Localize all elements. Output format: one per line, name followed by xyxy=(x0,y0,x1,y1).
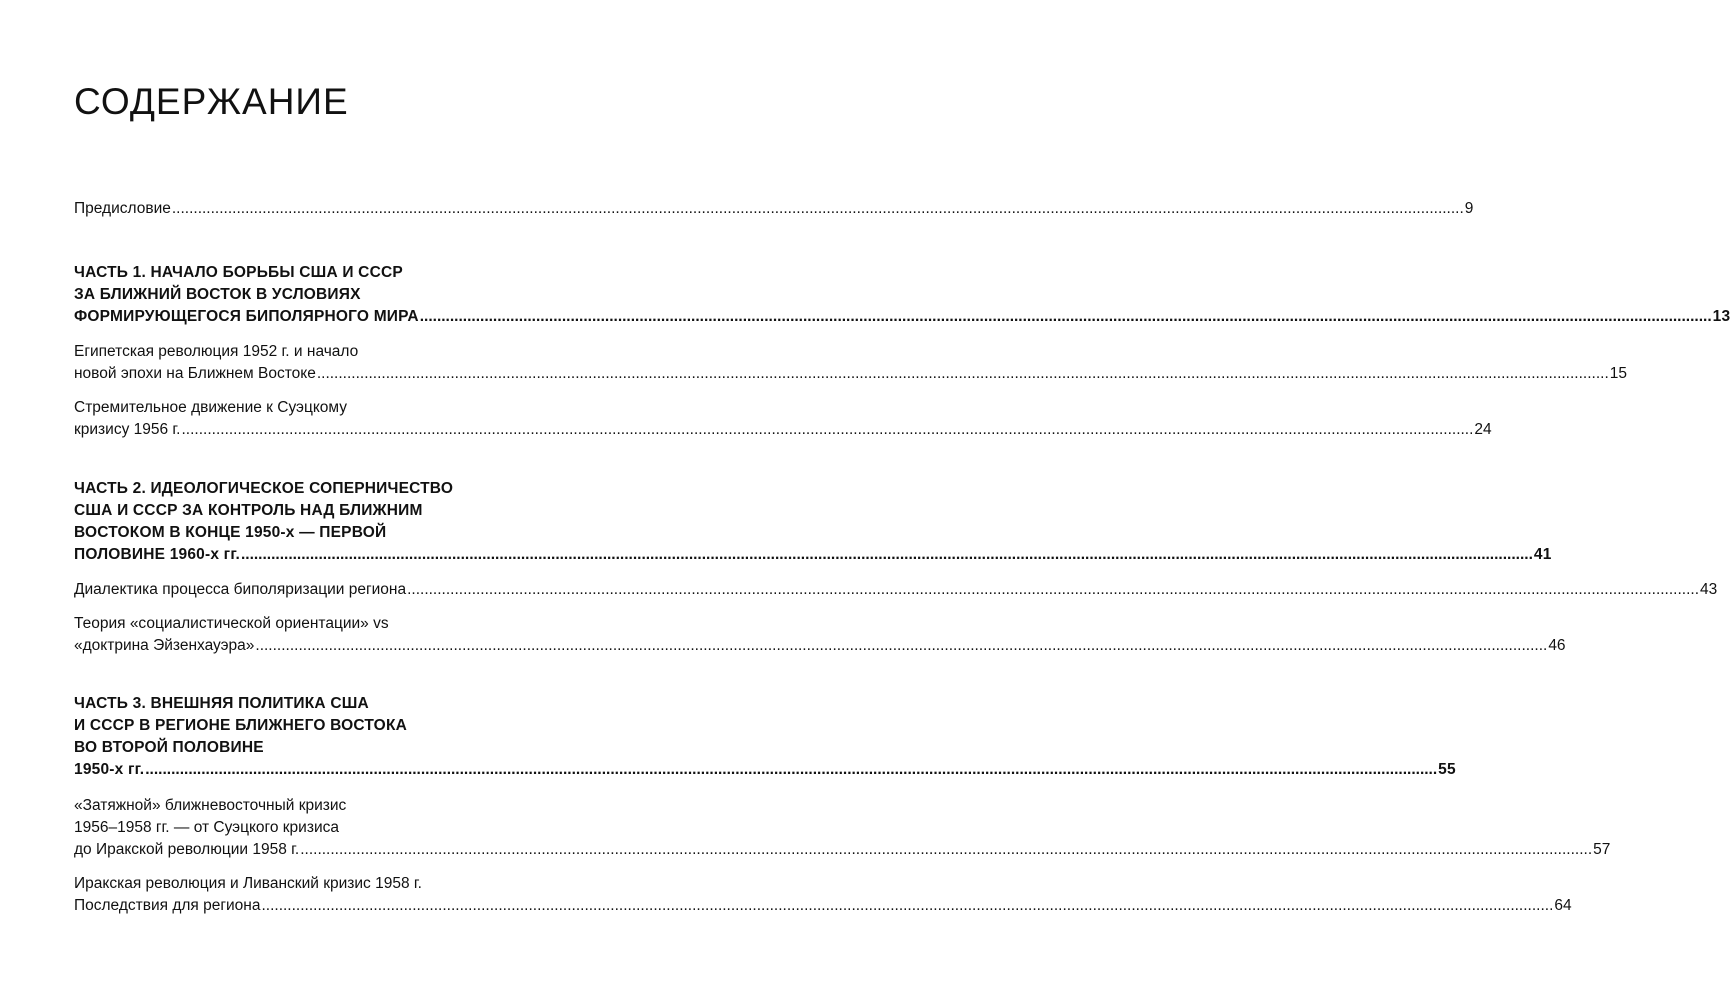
toc-entry-chapter[interactable] xyxy=(74,873,1572,917)
toc-entry-title: ВО ВТОРОЙ ПОЛОВИНЕ xyxy=(74,739,264,756)
leader-dots: ............................................................................................................................................................................................................................................................................................................ xyxy=(407,581,1700,598)
toc-entry-title: «Затяжной» ближневосточный кризис xyxy=(74,797,347,814)
toc-page-number: 64 xyxy=(1554,897,1572,914)
toc-entry-chapter[interactable] xyxy=(74,579,1718,601)
toc-entry-title: Теория «социалистической ориентации» vs xyxy=(74,615,389,632)
toc-entry-title: ЧАСТЬ 1. НАЧАЛО БОРЬБЫ США И СССР xyxy=(74,264,403,281)
toc-entry-title: ВОСТОКОМ В КОНЦЕ 1950-х — ПЕРВОЙ xyxy=(74,524,387,541)
toc-entry-title: Египетская революция 1952 г. и начало xyxy=(74,343,359,360)
toc-entry-title: «доктрина Эйзенхауэра» xyxy=(74,637,255,654)
leader-dots: ............................................................................................................................................................................................................................................................................................................ xyxy=(171,200,1464,217)
toc-page-number: 57 xyxy=(1593,841,1611,858)
leader-dots: ............................................................................................................................................................................................................................................................................................................ xyxy=(145,761,1438,778)
toc-entry-title: ФОРМИРУЮЩЕГОСЯ БИПОЛЯРНОГО МИРА xyxy=(74,308,419,325)
toc-page-number: 46 xyxy=(1548,637,1566,654)
leader-dots: ............................................................................................................................................................................................................................................................................................................ xyxy=(261,897,1554,914)
toc-entry-title: Предисловие xyxy=(74,200,171,217)
toc-page-number: 55 xyxy=(1438,761,1456,778)
toc-entry-title: кризису 1956 г. xyxy=(74,421,181,438)
page-title: СОДЕРЖАНИЕ xyxy=(74,81,349,122)
toc-entry-title: ЧАСТЬ 2. ИДЕОЛОГИЧЕСКОЕ СОПЕРНИЧЕСТВО xyxy=(74,480,454,497)
toc-entry-title: новой эпохи на Ближнем Востоке xyxy=(74,365,316,382)
toc-entry-chapter[interactable] xyxy=(74,397,1492,441)
leader-dots: ............................................................................................................................................................................................................................................................................................................ xyxy=(181,421,1474,438)
leader-dots: ............................................................................................................................................................................................................................................................................................................ xyxy=(300,841,1593,858)
toc-entry-part-2[interactable] xyxy=(74,478,1552,566)
toc-page-number: 24 xyxy=(1474,421,1492,438)
toc-entry-title: 1956–1958 гг. — от Суэцкого кризиса xyxy=(74,819,339,836)
toc-entry-title: И СССР В РЕГИОНЕ БЛИЖНЕГО ВОСТОКА xyxy=(74,717,407,734)
toc-page-number: 41 xyxy=(1533,546,1552,563)
toc-entry-title: 1950-х гг. xyxy=(74,761,145,778)
toc-entry-chapter[interactable] xyxy=(74,341,1627,385)
toc-page-number: 15 xyxy=(1609,365,1627,382)
toc-entry-title: ПОЛОВИНЕ 1960-х гг. xyxy=(74,546,240,563)
toc-entry-preface[interactable] xyxy=(74,198,1474,220)
toc-entry-chapter[interactable] xyxy=(74,795,1611,861)
toc-entry-title: до Иракской революции 1958 г. xyxy=(74,841,300,858)
toc-entry-part-1[interactable] xyxy=(74,262,1730,328)
toc-entry-title: Последствия для региона xyxy=(74,897,261,914)
leader-dots: ............................................................................................................................................................................................................................................................................................................ xyxy=(316,365,1609,382)
toc-page-number: 13 xyxy=(1712,308,1730,325)
toc-entry-title: Диалектика процесса биполяризации региона xyxy=(74,581,407,598)
toc-entry-title: США И СССР ЗА КОНТРОЛЬ НАД БЛИЖНИМ xyxy=(74,502,423,519)
toc-entry-title: Иракская революция и Ливанский кризис 1958 г. xyxy=(74,875,422,892)
toc-entry-title: Стремительное движение к Суэцкому xyxy=(74,399,347,416)
toc-entry-chapter[interactable] xyxy=(74,613,1566,657)
toc-entry-title: ЧАСТЬ 3. ВНЕШНЯЯ ПОЛИТИКА США xyxy=(74,695,369,712)
leader-dots: ............................................................................................................................................................................................................................................................................................................ xyxy=(419,308,1712,325)
toc-entry-part-3[interactable] xyxy=(74,693,1456,781)
toc-page-number: 9 xyxy=(1464,200,1474,217)
toc-entry-title: ЗА БЛИЖНИЙ ВОСТОК В УСЛОВИЯХ xyxy=(74,286,361,303)
toc-page-number: 43 xyxy=(1700,581,1718,598)
leader-dots: ............................................................................................................................................................................................................................................................................................................ xyxy=(255,637,1548,654)
leader-dots: ............................................................................................................................................................................................................................................................................................................ xyxy=(240,546,1533,563)
